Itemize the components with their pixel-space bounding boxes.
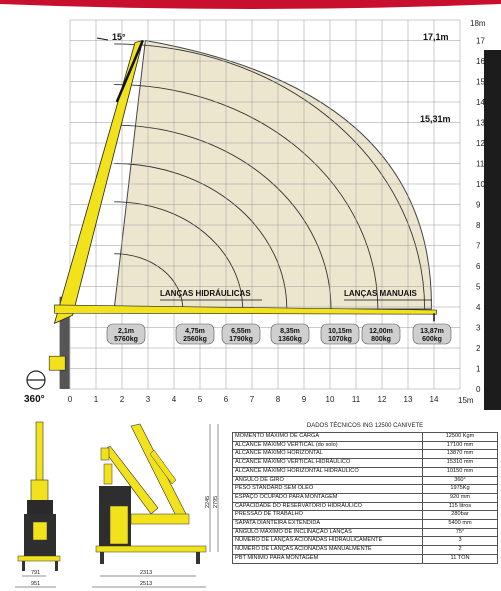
load-badges [107,324,451,344]
y-tick-label: 10 [476,180,485,189]
x-tick-label: 0 [67,395,73,404]
spec-label: ANGULO MÁXIMO DE INCLINAÇÃO LANÇAS [233,528,423,537]
y-tick-label: 14 [476,98,485,107]
spec-value: 15310 mm [423,459,498,468]
badge-load: 1360kg [278,336,302,343]
spec-label: ANGULO DE GIRO [233,476,423,485]
spec-label: NÚMERO DE LANÇAS ACIONADAS HIDRAULICAMENTE [233,537,423,546]
spec-row [233,476,498,485]
spec-label: CAPACIDADE DO RESERVATÓRIO HIDRÁULICO [233,502,423,511]
x-tick-label: 11 [351,395,361,404]
x-tick-label: 4 [171,395,177,404]
right-edge-band [484,50,501,410]
spec-value: 3 [423,537,498,546]
spec-value: 5400 mm [423,520,498,529]
front-base-dim: 791 [31,570,41,576]
spec-label: PESO STANDARD SEM ÓLEO [233,485,423,494]
load-badge [176,324,214,344]
badge-distance: 2,1m [118,328,134,335]
load-badge [271,324,309,344]
spec-label: ALCANCE MÁXIMO HORIZONTAL [233,450,423,459]
x-tick-label: 9 [301,395,307,404]
y-tick-label: 1 [476,364,481,374]
x-tick-label: 13 [403,395,413,404]
y-tick-label: 13 [476,118,485,128]
x-tick-label: 6 [223,395,229,404]
manual-section-label: LANÇAS MANUAIS [344,289,417,298]
badge-distance: 8,35m [280,328,300,335]
badge-distance: 6,55m [231,328,251,335]
spec-label: SAPATA DIANTEIRA EXTENDIDA [233,520,423,529]
rotation-label: 360° [24,394,45,405]
x-tick-label: 8 [275,395,281,404]
x-tick-label: 3 [145,395,151,404]
spec-row [233,467,498,476]
spec-row [233,511,498,520]
side-base-dim: 2313 [140,570,153,576]
spec-row [233,450,498,459]
badge-load: 1790kg [229,336,253,343]
badge-distance: 12,00m [369,328,393,335]
y-tick-label: 8 [476,221,481,230]
x-tick-label: 14 [429,395,439,404]
spec-row [233,528,498,537]
spec-value: 17100 mm [423,441,498,450]
badge-load: 1070kg [328,336,352,343]
badge-distance: 4,75m [185,328,205,335]
badge-load: 2560kg [183,336,207,343]
max-height-label: 17,1m [423,32,449,42]
y-tick-label: 4 [476,303,481,312]
crane-front-view [15,422,60,587]
y-tick-label: 17 [476,36,485,46]
spec-row [233,441,498,450]
spec-row [233,554,498,563]
y-tick-label: 0 [476,385,481,394]
y-tick-label: 9 [476,200,481,210]
y-tick-label: 7 [476,241,481,251]
red-header-band [0,0,501,9]
y-tick-label: 2 [476,344,481,353]
spec-value: 2 [423,546,498,555]
badge-load: 5760kg [114,336,138,343]
crane-side-view [92,424,219,587]
spec-label: ALCANCE MÁXIMO VERTICAL (do solo) [233,441,423,450]
y-tick-label: 15 [476,77,485,87]
spec-label: PRESSÃO DE TRABALHO [233,511,423,520]
spec-value: 280bar [423,511,498,520]
hydraulic-section-label: LANÇAS HIDRÁULICAS [160,289,251,298]
spec-value: 11 TON [423,554,498,563]
y-tick-label: 11 [476,159,485,169]
x-tick-label: 5 [197,395,203,404]
load-badge [107,324,145,344]
x-axis-ticks [68,395,439,404]
x-tick-label: 2 [119,395,125,404]
spec-value: 115 litros [423,502,498,511]
load-badge [222,324,260,344]
max-hydraulic-label: 15,31m [420,114,451,124]
height-b-dim: 2795 [213,495,219,508]
spec-row [233,433,498,442]
spec-row [233,502,498,511]
x-tick-label: 12 [377,395,387,404]
x-tick-label: 10 [325,395,335,404]
spec-label: ALCANCE MÁXIMO VERTICAL HIDRÁULICO [233,459,423,468]
spec-row [233,546,498,555]
spec-row [233,493,498,502]
angle-arrow [97,38,108,40]
badge-load: 800kg [371,336,391,343]
spec-value: 12500 Kgm [423,433,498,442]
y-tick-label: 5 [476,282,481,292]
spec-label: PBT MINIMO PARA MONTAGEM [233,554,423,563]
side-total-dim: 2513 [140,581,153,587]
spec-value: 13870 mm [423,450,498,459]
crane-base [49,356,65,370]
badge-distance: 13,87m [420,328,444,335]
badge-load: 600kg [422,336,442,343]
spec-value: 920 mm [423,493,498,502]
spec-label: MOMENTO MÁXIMO DE CARGA [233,433,423,442]
load-badge [321,324,359,344]
crane-drawings [0,410,232,591]
x-tick-label: 7 [249,395,255,404]
spec-value: 360° [423,476,498,485]
spec-value: 75° [423,528,498,537]
height-a-dim: 2245 [205,495,211,508]
spec-value: 1975Kg [423,485,498,494]
spec-label: NÚMERO DE LANÇAS ACIONADAS MANUALMENTE [233,546,423,555]
y-tick-label: 12 [476,139,485,148]
y-unit-label: 18m [470,19,486,28]
x-tick-label: 1 [93,395,99,404]
spec-label: ESPAÇO OCUPADO PARA MONTAGEM [233,493,423,502]
badge-distance: 10,15m [328,328,352,335]
y-tick-label: 16 [476,57,485,66]
spec-row [233,520,498,529]
spec-row [233,459,498,468]
spec-row [233,537,498,546]
load-badge [362,324,400,344]
spec-row [233,485,498,494]
front-total-dim: 951 [31,581,41,587]
y-tick-label: 3 [476,323,481,333]
y-tick-label: 6 [476,262,481,271]
x-unit-label: 15m [458,396,474,405]
load-badge [413,324,451,344]
tech-specs-table [232,422,498,564]
tech-table-title: DADOS TÉCNICOS ING 12500 CANIVETE [306,423,424,429]
spec-value: 10150 mm [423,467,498,476]
spec-label: ALCANCE MÁXIMO HORIZONTAL HIDRÁULICO [233,467,423,476]
angle-label: 15° [112,32,126,42]
